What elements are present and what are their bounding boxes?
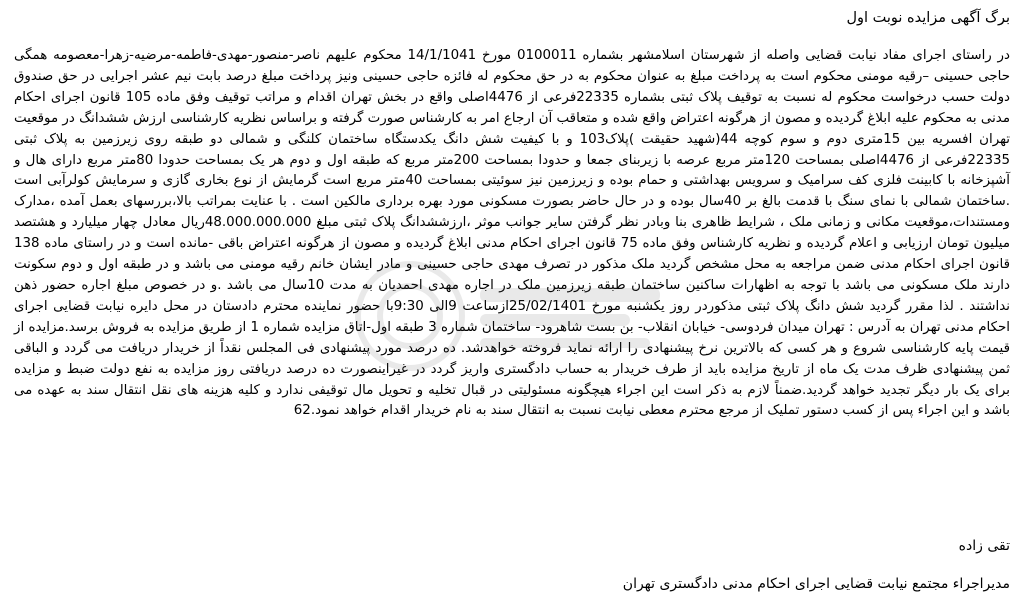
auction-notice [14,6,1010,602]
signer-name: تقی زاده [958,538,1010,554]
signer-title: مدیراجراء مجتمع نیابت قضایی اجرای احکام مدنی دادگستری تهران [622,576,1010,592]
notice-title: برگ آگهی مزایده نوبت اول [846,10,1010,26]
notice-body: در راستای اجرای مفاد نیابت قضایی واصله از شهرستان اسلامشهر بشماره 0100011 مورخ 14/1/1041 محکوم علیهم ناصر-منصور-مهدی-فاطمه-مرضیه-زهرا-معصومه همگی حاجی حسینی –رقیه مومنی محکوم است به پرداخت مبلغ به عنوان محکوم به در حق محکوم له فائزه حاجی حسینی ونیز پرداخت مبلغ درصد بابت نیم عشر اجرایی در حق صندوق دولت حسب درخواست محکوم له نسبت به توقیف پلاک ثبتی بشماره 22335فرعی از 4476اصلی واقع در بخش تهران اقدام و مراتب توقیف وفق ماده 105 قانون اجرای احکام مدنی به محکوم علیه ابلاغ گردیده و مصون از هرگونه اعتراض واقع شده و متعاقب آن ارجاع امر به کارشناس صورت گرفته و براساس نظریه کارشناسی ارزش ششدانگ در موقعیت تهران افسریه بین 15متری دوم و سوم کوچه 44(شهید حقیقت )پلاک103 و با کیفیت شش دانگ یکدستگاه ساختمان کلنگی و شمالی دو طبقه روی زیرزمین به پلاک ثبتی 22335فرعی از 4476اصلی بمساحت 120متر مربع عرصه با زیربنای جمعا و حدودا بمساحت 200متر مربع که طبقه اول و دوم هر یک بمساحت حدودا 80متر مربع دارای هال و آشپزخانه با کابینت فلزی کف سرامیک و سرویس بهداشتی و حمام بوده و زیرزمین نیز سوئیتی بمساحت 40متر مربع است گرمایش از نوع بخاری گازی و سرمایش کولرآبی است .ساختمان شمالی با نمای سنگ با قدمت بالغ بر 40سال بوده و در حال حاضر بصورت مسکونی مورد بهره برداری مالکین است . با عنایت بمراتب بالا،بررسهای بعمل آمده ،مدارک ومستندات،موقعیت مکانی و زمانی ملک ، شرایط ظاهری بنا وبادر نظر گرفتن سایر جوانب موثر ،ارزششدانگ پلاک ثبتی مبلغ 48.000.000.000ریال معادل چهار میلیارد و هشتصد میلیون تومان ارزیابی و اعلام گردیده و نظریه کارشناس وفق ماده 75 قانون اجرای احکام مدنی ابلاغ گردیده و مصون از هرگونه اعتراض باقی -مانده است و در راستای ماده 138 قانون اجرای احکام مدنی ضمن مراجعه به محل مشخص گردید ملک مذکور در تصرف مهدی حاجی حسینی و مادر ایشان خانم رقیه مومنی می باشد و در طبقه اول و دوم سکونت دارند ملک مسکونی می باشد با توجه به اظهارات ساکنین ساختمان طبقه زیرزمین ملک در اجاره مهدی احمدیان به مدت 10سال می باشد .و در خصوص مبلغ اجاره حضور ذهن نداشتند . لذا مقرر گردید شش دانگ پلاک ثبتی مذکوردر روز یکشنبه مورخ 25/02/1401ازساعت 9الی 9:30با حضور نماینده محترم دادستان در محل دایره نیابت قضایی اجرای احکام مدنی تهران به آدرس : تهران میدان فردوسی- خیابان انقلاب- بن بست شاهرود- ساختمان شماره 3 طبقه اول-اتاق مزایده شماره 1 از طریق مزایده به فروش برسد.مزایده از قیمت پایه کارشناسی شروع و هر کسی که بالاترین نرخ پیشنهادی را ارائه نماید فروخته خواهدشد. ده درصد مورد پیشنهادی فی المجلس نقداً از خریدار دریافت می گردد و الباقی ثمن پیشنهادی ظرف مدت یک ماه از تاریخ مزایده باید از طرف خریدار به حساب دادگستری واریز گردد در غیراینصورت ده درصد دریافتی روز مزایده به نفع دولت ضبط و مزایده برای یک بار دیگر تجدید خواهد گردید.ضمناً لازم به ذکر است این اجراء هیچگونه مسئولیتی در قبال تخلیه و تحویل مال توقیفی ندارد و کلیه هزینه های نقل انتقال سند به عهده می باشد و این اجراء پس از کسب دستور تملیک از مرجع محترم معطی نیابت نسبت به انتقال سند به نام خریدار اقدام خواهد نمود.62 [14,48,1011,419]
